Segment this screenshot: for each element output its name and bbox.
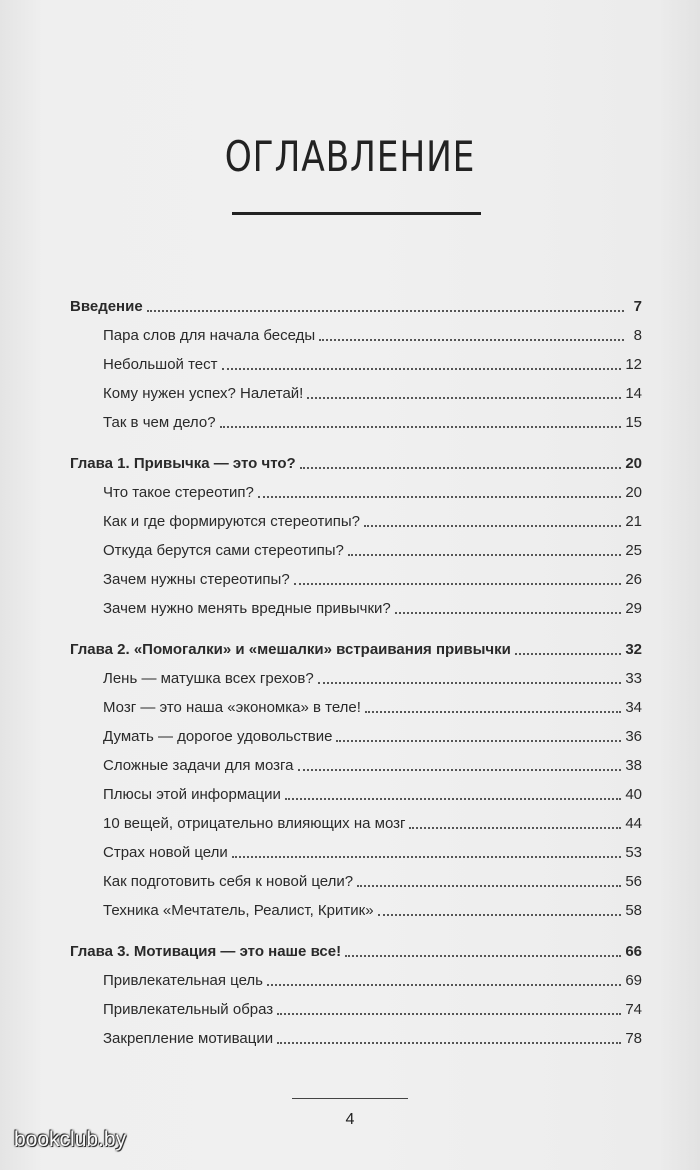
toc-entry-title: Так в чем дело? [103, 414, 216, 431]
toc-entry-title: Пара слов для начала беседы [103, 327, 316, 344]
toc-leader-dots [277, 1041, 621, 1044]
toc-entry-title: Зачем нужно менять вредные привычки? [103, 600, 391, 617]
toc-page-number: 38 [625, 757, 642, 774]
toc-leader-dots [319, 338, 624, 341]
toc-entry-title: Сложные задачи для мозга [103, 757, 294, 774]
toc-section-row [70, 867, 642, 896]
toc-leader-dots [220, 425, 622, 428]
toc-entry-title: Привлекательная цель [103, 972, 263, 989]
toc-section-row [70, 751, 642, 780]
toc-entry-title: Глава 1. Привычка — это что? [70, 455, 296, 472]
toc-leader-dots [318, 681, 622, 684]
toc-section-row [70, 1024, 642, 1053]
table-of-contents [70, 292, 642, 1053]
toc-page-number: 33 [625, 670, 642, 687]
toc-section-row [70, 478, 642, 507]
toc-entry-title: Страх новой цели [103, 844, 228, 861]
toc-leader-dots [515, 652, 621, 655]
watermark-logo: bookclub.by [14, 1128, 127, 1151]
footer-rule [292, 1098, 408, 1099]
toc-entry-title: Небольшой тест [103, 356, 218, 373]
toc-leader-dots [267, 983, 621, 986]
toc-page-number: 66 [625, 943, 642, 960]
toc-page-number: 40 [625, 786, 642, 803]
toc-page-number: 14 [625, 385, 642, 402]
toc-leader-dots [378, 913, 622, 916]
toc-leader-dots [294, 582, 622, 585]
toc-entry-title: Кому нужен успех? Налетай! [103, 385, 304, 402]
toc-page-number: 74 [625, 1001, 642, 1018]
toc-leader-dots [357, 884, 621, 887]
toc-entry-title: Введение [70, 298, 143, 315]
toc-section-row [70, 896, 642, 925]
toc-section-row [70, 995, 642, 1024]
toc-leader-dots [285, 797, 621, 800]
toc-page-number: 12 [625, 356, 642, 373]
toc-entry-title: Откуда берутся сами стереотипы? [103, 542, 344, 559]
toc-page-number: 44 [625, 815, 642, 832]
page-number: 4 [345, 1111, 355, 1128]
toc-page-number: 69 [625, 972, 642, 989]
toc-page-number: 34 [625, 699, 642, 716]
toc-entry-title: Мозг — это наша «экономка» в теле! [103, 699, 361, 716]
toc-leader-dots [232, 855, 622, 858]
toc-section-row [70, 408, 642, 437]
toc-section-row [70, 594, 642, 623]
toc-entry-title: Плюсы этой информации [103, 786, 281, 803]
toc-section-row [70, 722, 642, 751]
toc-page-number: 21 [625, 513, 642, 530]
toc-entry-title: Что такое стереотип? [103, 484, 254, 501]
toc-entry-title: 10 вещей, отрицательно влияющих на мозг [103, 815, 406, 832]
toc-entry-title: Как подготовить себя к новой цели? [103, 873, 354, 890]
toc-leader-dots [409, 826, 621, 829]
toc-section-row [70, 966, 642, 995]
toc-leader-dots [300, 466, 622, 469]
toc-entry-title: Глава 2. «Помогалки» и «мешалки» встраивания привычки [70, 641, 511, 658]
toc-page-number: 7 [633, 298, 642, 315]
toc-page-number: 58 [625, 902, 642, 919]
toc-leader-dots [336, 739, 621, 742]
toc-entry-title: Как и где формируются стереотипы? [103, 513, 360, 530]
toc-section-row [70, 780, 642, 809]
page-title: ОГЛАВЛЕНИЕ [224, 132, 476, 181]
toc-entry-title: Техника «Мечтатель, Реалист, Критик» [103, 902, 374, 919]
toc-page-number: 25 [625, 542, 642, 559]
toc-leader-dots [395, 611, 622, 614]
toc-section-row [70, 536, 642, 565]
toc-page-number: 36 [625, 728, 642, 745]
toc-section-row [70, 565, 642, 594]
toc-chapter-row [70, 635, 642, 664]
toc-section-row [70, 350, 642, 379]
toc-chapter-row [70, 937, 642, 966]
toc-page-number: 26 [625, 571, 642, 588]
toc-page-number: 56 [625, 873, 642, 890]
toc-section-row [70, 379, 642, 408]
title-underline [232, 212, 481, 215]
toc-leader-dots [364, 524, 621, 527]
toc-leader-dots [147, 309, 624, 312]
toc-page-number: 32 [625, 641, 642, 658]
toc-page-number: 53 [625, 844, 642, 861]
toc-page-number: 8 [633, 327, 642, 344]
toc-page-number: 78 [625, 1030, 642, 1047]
toc-leader-dots [307, 396, 621, 399]
toc-entry-title: Думать — дорогое удовольствие [103, 728, 333, 745]
toc-leader-dots [345, 954, 621, 957]
toc-leader-dots [258, 495, 622, 498]
toc-entry-title: Закрепление мотивации [103, 1030, 274, 1047]
toc-page-number: 20 [625, 484, 642, 501]
toc-section-row [70, 809, 642, 838]
toc-page-number: 15 [625, 414, 642, 431]
toc-leader-dots [222, 367, 622, 370]
toc-section-row [70, 664, 642, 693]
toc-entry-title: Привлекательный образ [103, 1001, 274, 1018]
toc-entry-title: Зачем нужны стереотипы? [103, 571, 290, 588]
toc-leader-dots [365, 710, 621, 713]
toc-page-number: 29 [625, 600, 642, 617]
toc-page-number: 20 [625, 455, 642, 472]
toc-leader-dots [298, 768, 622, 771]
toc-entry-title: Глава 3. Мотивация — это наше все! [70, 943, 342, 960]
toc-leader-dots [348, 553, 621, 556]
toc-leader-dots [277, 1012, 621, 1015]
toc-chapter-row [70, 449, 642, 478]
toc-entry-title: Лень — матушка всех грехов? [103, 670, 314, 687]
toc-chapter-row [70, 292, 642, 321]
toc-section-row [70, 321, 642, 350]
toc-section-row [70, 507, 642, 536]
toc-section-row [70, 693, 642, 722]
toc-section-row [70, 838, 642, 867]
